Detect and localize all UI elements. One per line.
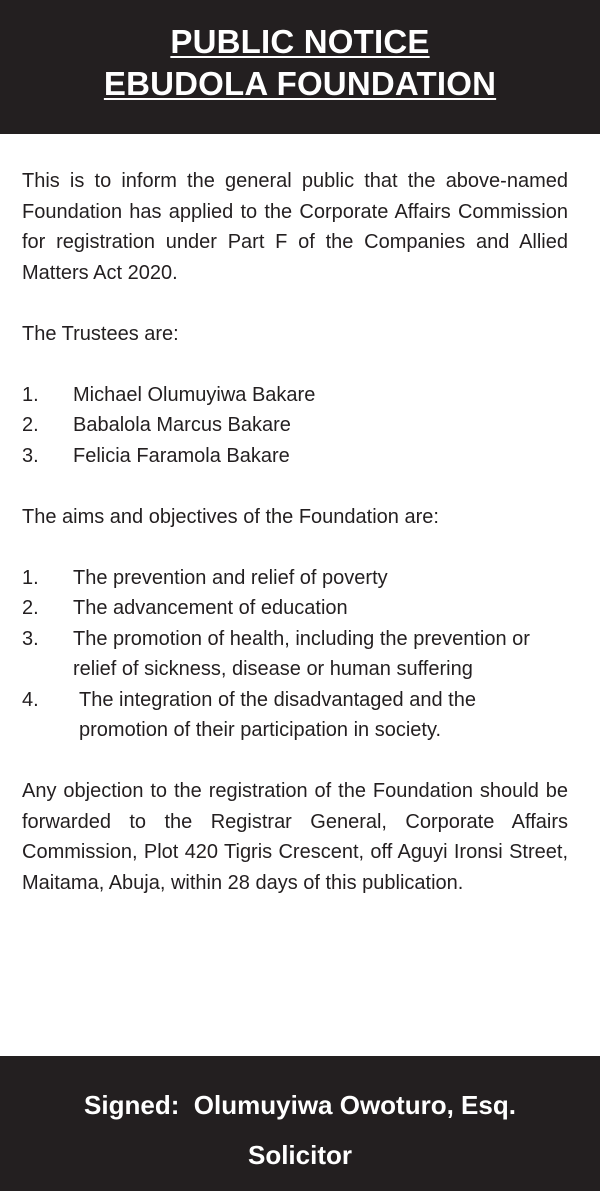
- trustees-heading: The Trustees are:: [22, 322, 179, 345]
- aim-text: The advancement of education: [73, 597, 348, 619]
- list-item: [22, 685, 568, 746]
- signed-by: Signed: Olumuyiwa Owoturo, Esq.: [84, 1090, 516, 1120]
- aims-heading: The aims and objectives of the Foundation are:: [22, 505, 439, 528]
- list-item: [22, 593, 568, 624]
- foundation-name: EBUDOLA FOUNDATION: [103, 65, 497, 102]
- list-number: 3.: [22, 444, 39, 467]
- notice-title: PUBLIC NOTICE: [170, 23, 430, 60]
- list-number: 4.: [22, 688, 39, 711]
- signature-footer: [0, 1056, 600, 1191]
- notice-header: [0, 0, 600, 134]
- aim-text: The promotion of health, including the prevention or relief of sickness, disease or human suffering: [73, 627, 530, 680]
- trustee-name: Michael Olumuyiwa Bakare: [73, 383, 316, 406]
- list-item: [22, 624, 568, 685]
- list-number: 2.: [22, 597, 39, 619]
- aim-text: The integration of the disadvantaged and the promotion of their participation in society.: [79, 688, 476, 741]
- signer-role: Solicitor: [247, 1140, 352, 1170]
- aim-text: The prevention and relief of poverty: [73, 566, 388, 589]
- aims-list: [22, 563, 568, 746]
- trustees-list: [22, 380, 568, 472]
- list-item: [22, 380, 568, 411]
- list-number: 1.: [22, 566, 39, 589]
- intro-paragraph: This is to inform the general public that the above-named Foundation has applied to the Corporate Affairs Commission for registration under Part F of the Companies and Allied Matters Act 2020.: [22, 170, 568, 284]
- list-number: 1.: [22, 383, 39, 406]
- list-item: [22, 441, 568, 472]
- objection-paragraph: Any objection to the registration of the Foundation should be forwarded to the Registrar General, Corporate Affairs Commission, Plot 420 Tigris Crescent, off Aguyi Ironsi Street, Maitama, Abuja, within 28 days of this publication.: [22, 780, 568, 894]
- list-item: [22, 563, 568, 594]
- notice-body: [22, 166, 568, 898]
- trustee-name: Babalola Marcus Bakare: [73, 414, 291, 436]
- list-number: 2.: [22, 414, 39, 436]
- trustee-name: Felicia Faramola Bakare: [73, 444, 290, 467]
- list-item: [22, 410, 568, 441]
- list-number: 3.: [22, 627, 39, 650]
